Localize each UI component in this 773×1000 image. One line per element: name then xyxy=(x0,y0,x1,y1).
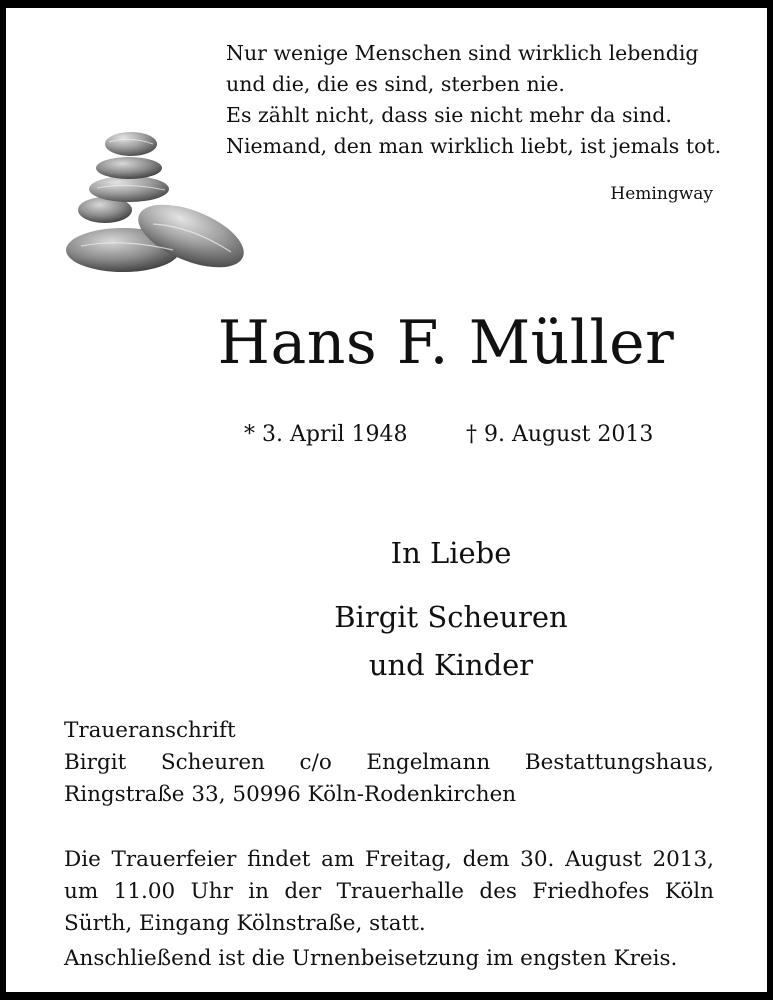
quote xyxy=(226,38,726,162)
quote-line: Niemand, den man wirklich liebt, ist jemals tot. xyxy=(226,134,722,158)
deceased-name: Hans F. Müller xyxy=(217,308,675,378)
ceremony-info xyxy=(64,844,714,940)
ceremony-line: Die Trauerfeier findet am Freitag, dem 30. August 2013, xyxy=(64,847,714,872)
ceremony-line: um 11.00 Uhr in der Trauerhalle des Friedhofes Köln xyxy=(64,879,714,904)
closing-line: Anschließend ist die Urnenbeisetzung im engsten Kreis. xyxy=(64,946,678,971)
address-line: Birgit Scheuren c/o Engelmann Bestattungshaus, xyxy=(64,750,714,775)
quote-line: Es zählt nicht, dass sie nicht mehr da sind. xyxy=(226,103,672,127)
quote-line: Nur wenige Menschen sind wirklich lebendig xyxy=(226,41,699,65)
mourners-family: und Kinder xyxy=(368,648,534,682)
mourning-address xyxy=(64,715,714,811)
birth-date: * 3. April 1948 xyxy=(244,422,408,447)
death-date: † 9. August 2013 xyxy=(466,422,654,447)
quote-line: und die, die es sind, sterben nie. xyxy=(226,72,565,96)
stacked-stones-icon xyxy=(61,126,251,278)
address-line: Ringstraße 33, 50996 Köln-Rodenkirchen xyxy=(64,782,517,807)
mourners-intro: In Liebe xyxy=(390,536,512,570)
ceremony-line: Sürth, Eingang Kölnstraße, statt. xyxy=(64,911,426,936)
closing-note xyxy=(64,943,714,975)
quote-author: Hemingway xyxy=(610,184,713,204)
mourners-name: Birgit Scheuren xyxy=(334,600,568,634)
address-label: Traueranschrift xyxy=(64,718,236,743)
